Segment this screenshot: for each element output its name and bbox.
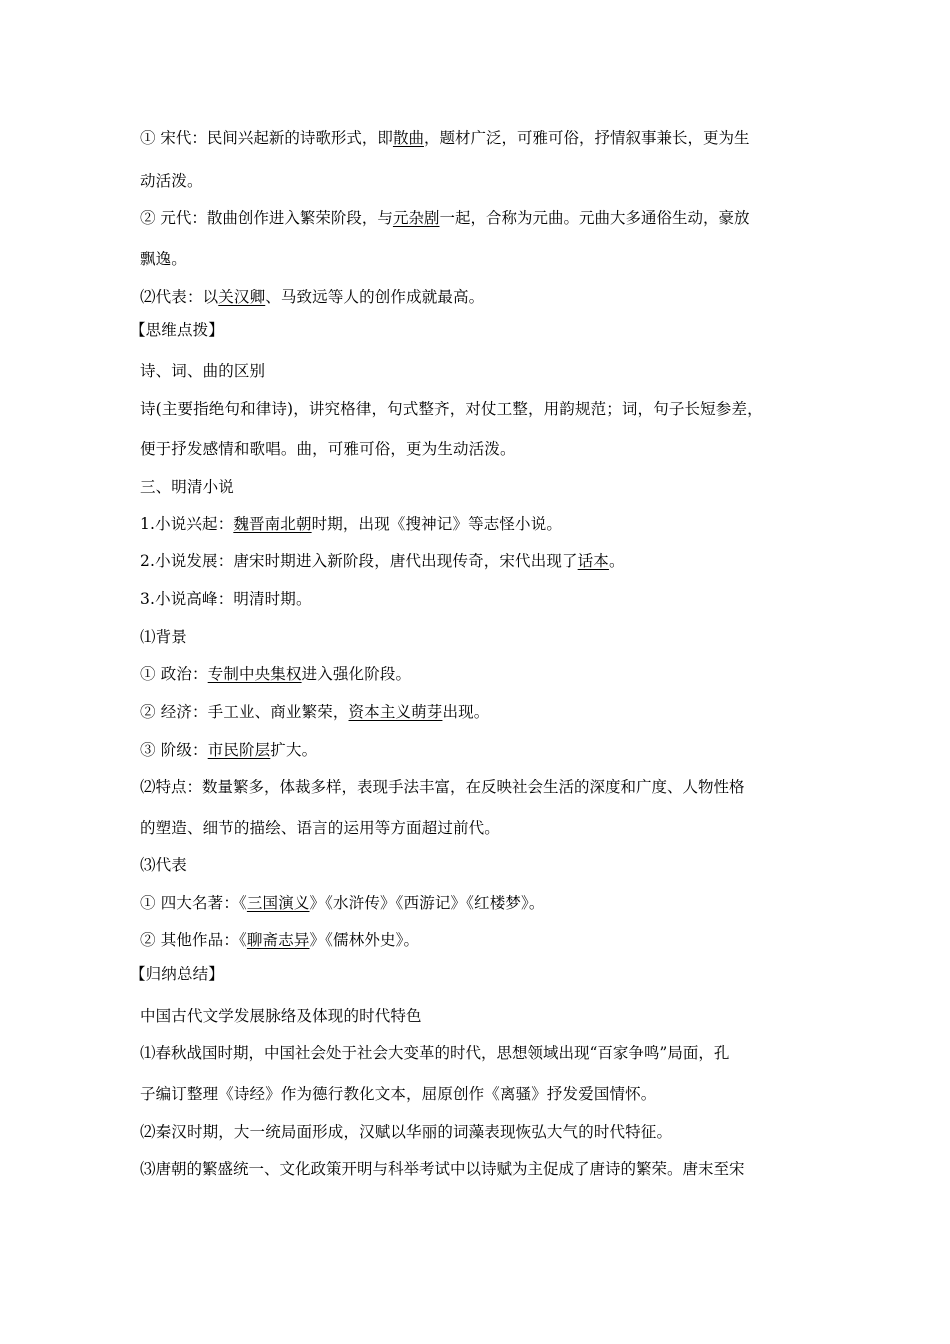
text: ② 经济：手工业、商业繁荣， [140,703,349,721]
underlined-term: 散曲 [392,129,424,147]
underlined-term: 专制中央集权 [207,665,302,683]
text: ⑴背景 [140,628,187,646]
text: ① 四大名著：《 [140,894,247,912]
underlined-term: 关汉卿 [218,288,266,306]
text: 》《儒林外史》。 [309,931,420,949]
paragraph-line [140,249,820,269]
paragraph-line [140,171,820,191]
text: ⑶代表 [140,856,187,874]
text: 扩大。 [270,741,318,759]
text: ① 宋代：民间兴起新的诗歌形式，即 [140,129,393,147]
list-item [140,551,820,571]
underlined-term: 话本 [577,552,609,570]
text: 出现。 [442,703,490,721]
underlined-term: 资本主义萌芽 [348,703,443,721]
text: ，题材广泛，可雅可俗，抒情叙事兼长，更为生 [423,129,750,147]
underlined-term: 元杂剧 [392,209,440,227]
text: 便于抒发感情和歌唱。曲，可雅可俗，更为生动活泼。 [140,440,516,458]
section-heading-thinking-tips [130,320,810,340]
underlined-term: 三国演义 [246,894,310,912]
subheading [140,361,820,381]
list-item [140,664,820,684]
paragraph-line [140,818,820,838]
section-heading-summary [130,964,810,984]
text: 诗、词、曲的区别 [140,362,266,380]
list-item [140,627,820,647]
text: 诗(主要指绝句和律诗)，讲究格律，句式整齐，对仗工整，用韵规范；词，句子长短参差， [140,400,763,418]
text: 、马致远等人的创作成就最高。 [265,288,485,306]
subheading [140,1006,820,1026]
paragraph-line [140,439,820,459]
text: 》《水浒传》《西游记》《红楼梦》。 [309,894,545,912]
list-item [140,930,820,950]
text: ⑴春秋战国时期，中国社会处于社会大变革的时代，思想领域出现“百家争鸣”局面，孔 [140,1044,730,1062]
yuan-dynasty-sanqu-line [140,208,820,228]
text: ⑶唐朝的繁盛统一、文化政策开明与科举考试中以诗赋为主促成了唐诗的繁荣。唐末至宋 [140,1160,745,1178]
text: 【归纳总结】 [130,965,224,983]
text: 进入强化阶段。 [301,665,412,683]
text: 【思维点拨】 [130,321,224,339]
text: 动活泼。 [140,172,203,190]
text: 三、明清小说 [140,478,234,496]
section-heading-ming-qing-novels [140,477,820,497]
list-item [140,740,820,760]
text: ① 政治： [140,665,208,683]
text: 飘逸。 [140,250,187,268]
underlined-term: 魏晋南北朝 [233,515,312,533]
text: ② 元代：散曲创作进入繁荣阶段，与 [140,209,393,227]
text: ⑵代表：以 [140,288,219,306]
text: 3.小说高峰：明清时期。 [140,590,312,608]
text: 时期，出现《搜神记》等志怪小说。 [311,515,563,533]
list-item [140,589,820,609]
text: 的塑造、细节的描绘、语言的运用等方面超过前代。 [140,819,500,837]
paragraph-line [140,1159,820,1179]
list-item [140,702,820,722]
representative-line [140,287,820,307]
text: 子编订整理《诗经》作为德行教化文本，屈原创作《离骚》抒发爱国情怀。 [140,1085,657,1103]
text: 1.小说兴起： [140,515,234,533]
list-item [140,893,820,913]
paragraph-line [140,777,820,797]
text: ③ 阶级： [140,741,208,759]
list-item [140,514,820,534]
song-dynasty-sanqu-line [140,128,820,148]
text: ② 其他作品：《 [140,931,247,949]
paragraph-line [140,1122,820,1142]
text: ⑵特点：数量繁多，体裁多样，表现手法丰富，在反映社会生活的深度和广度、人物性格 [140,778,745,796]
list-item [140,855,820,875]
paragraph-line [140,1043,820,1063]
text: 。 [608,552,625,570]
text: ⑵秦汉时期，大一统局面形成，汉赋以华丽的词藻表现恢弘大气的时代特征。 [140,1123,673,1141]
text: 2.小说发展：唐宋时期进入新阶段，唐代出现传奇，宋代出现了 [140,552,578,570]
text: 中国古代文学发展脉络及体现的时代特色 [140,1007,422,1025]
text: 一起，合称为元曲。元曲大多通俗生动，豪放 [439,209,750,227]
paragraph-line [140,1084,820,1104]
underlined-term: 市民阶层 [207,741,271,759]
paragraph-line [140,399,820,419]
underlined-term: 聊斋志异 [246,931,310,949]
